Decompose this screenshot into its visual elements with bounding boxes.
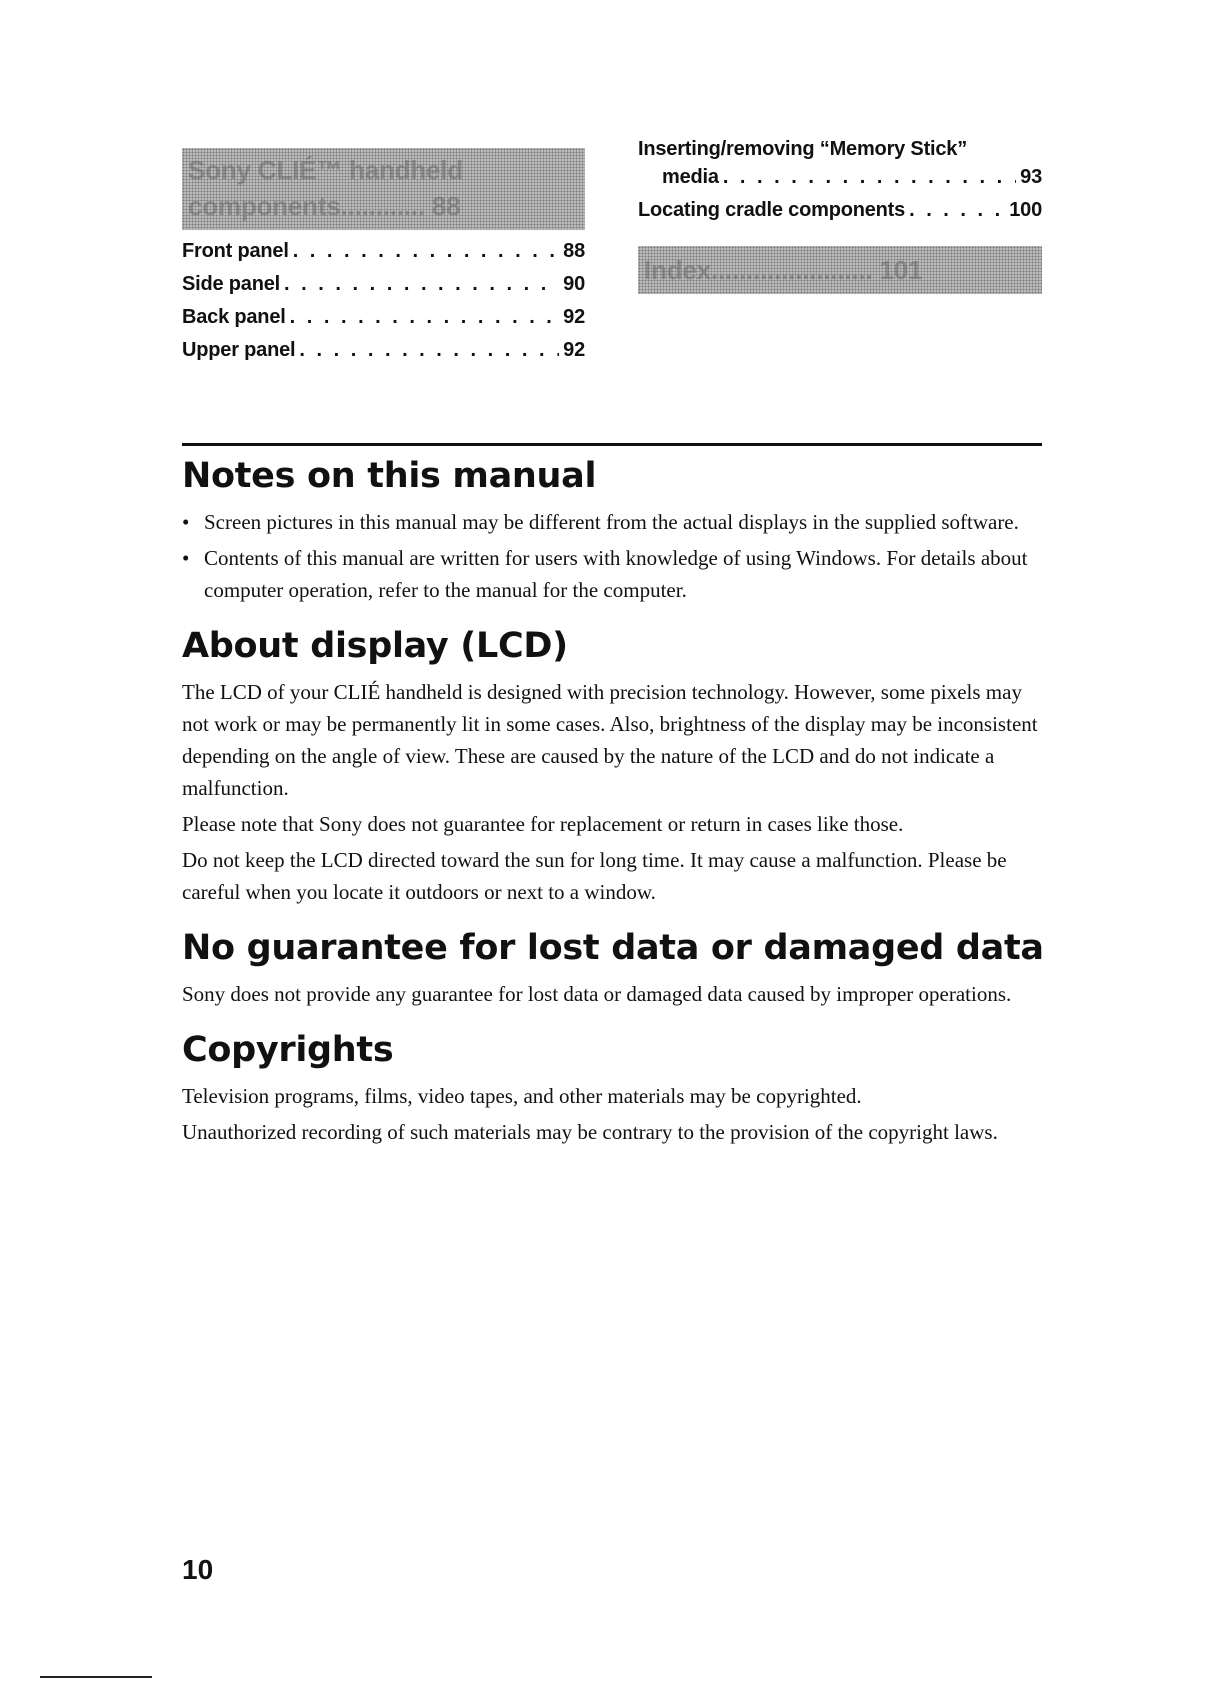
toc-heading-index-text: Index....................... 101 xyxy=(644,255,923,285)
toc-left-column xyxy=(182,148,585,372)
toc-item-front-panel[interactable] xyxy=(182,240,585,273)
toc-leader-dots xyxy=(299,339,559,362)
section-title-no-guarantee: No guarantee for lost data or damaged data xyxy=(182,928,1044,968)
section-divider xyxy=(182,443,1042,446)
display-paragraph: Please note that Sony does not guarantee for replacement or return in cases like those. xyxy=(182,812,904,836)
main-content xyxy=(182,452,1052,1164)
display-paragraph: The LCD of your CLIÉ handheld is designed with precision technology. However, some pixels may not work or may be permanently lit in some cases. Also, brightness of the display may be inconsistent depending on the angle of view. These are caused by the nature of the LCD and do not indicate a malfunction. xyxy=(182,680,1038,800)
notes-bullet: • Screen pictures in this manual may be different from the actual displays in the supplied software. xyxy=(182,506,1052,538)
toc-item-title: media xyxy=(662,166,719,188)
toc-heading-components[interactable] xyxy=(182,148,585,230)
toc-item-back-panel[interactable] xyxy=(182,306,585,339)
toc-heading-components-text: Sony CLIÉ™ handheld components............ 88 xyxy=(188,155,463,221)
section-display xyxy=(182,622,1052,908)
toc-leader-dots xyxy=(284,273,559,296)
toc-item-page: 93 xyxy=(1020,166,1042,188)
section-title-display: About display (LCD) xyxy=(182,626,568,666)
toc-item-cradle-components[interactable] xyxy=(638,199,1042,232)
toc-right-column xyxy=(638,138,1042,304)
toc-leader-dots xyxy=(290,306,560,329)
notes-bullet: • Contents of this manual are written for users with knowledge of using Windows. For details about computer operation, refer to the manual for the computer. xyxy=(182,542,1052,606)
section-copyrights xyxy=(182,1026,1052,1148)
toc-item-page: 100 xyxy=(1009,199,1042,221)
notes-bullet-list xyxy=(182,506,1052,606)
copyrights-paragraph: Television programs, films, video tapes, and other materials may be copyrighted. xyxy=(182,1084,862,1108)
toc-item-page: 92 xyxy=(563,339,585,361)
display-paragraph: Do not keep the LCD directed toward the sun for long time. It may cause a malfunction. Please be careful when you locate it outdoors or next to a window. xyxy=(182,848,1007,904)
toc-item-title: Side panel xyxy=(182,273,281,295)
toc-leader-dots xyxy=(293,240,559,263)
section-notes xyxy=(182,452,1052,606)
toc-leader-dots xyxy=(909,199,1005,222)
toc-item-title: Upper panel xyxy=(182,339,296,361)
no-guarantee-paragraph: Sony does not provide any guarantee for lost data or damaged data caused by improper operations. xyxy=(182,982,1012,1006)
toc-item-title: Locating cradle components xyxy=(638,199,906,221)
toc-heading-index[interactable] xyxy=(638,246,1042,294)
section-title-copyrights: Copyrights xyxy=(182,1030,394,1070)
page-number: 10 xyxy=(182,1554,214,1585)
toc-item-page: 92 xyxy=(563,306,585,328)
section-no-guarantee xyxy=(182,924,1052,1010)
toc-item-side-panel[interactable] xyxy=(182,273,585,306)
corner-rule xyxy=(40,1676,152,1678)
section-title-notes: Notes on this manual xyxy=(182,456,597,496)
toc-item-page: 90 xyxy=(563,273,585,295)
toc-item-memory-stick[interactable] xyxy=(638,166,1042,199)
toc-leader-dots xyxy=(723,166,1016,189)
toc-item-memory-stick-line1[interactable]: Inserting/removing “Memory Stick” xyxy=(638,138,968,160)
toc-item-title: Front panel xyxy=(182,240,289,262)
copyrights-paragraph: Unauthorized recording of such materials may be contrary to the provision of the copyright laws. xyxy=(182,1120,998,1144)
toc-item-page: 88 xyxy=(563,240,585,262)
toc-item-title: Back panel xyxy=(182,306,286,328)
toc-item-upper-panel[interactable] xyxy=(182,339,585,372)
